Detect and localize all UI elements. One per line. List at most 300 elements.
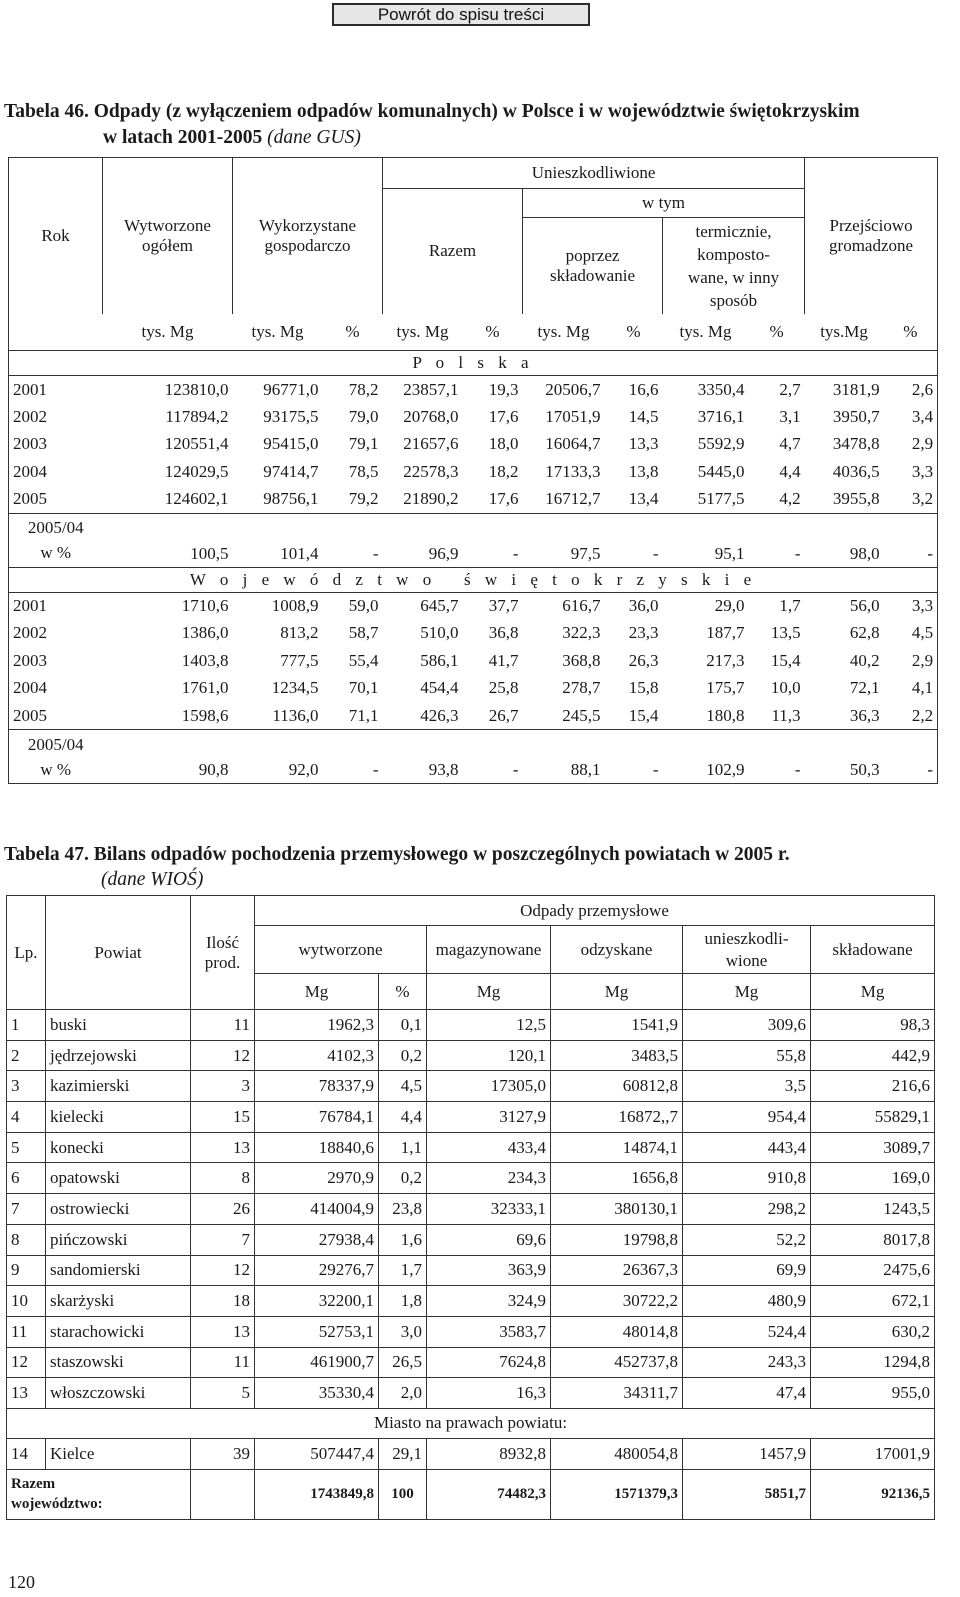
ratio-cell: - <box>749 513 805 567</box>
total-cell: 92136,5 <box>811 1469 935 1519</box>
cell: 79,0 <box>348 406 379 426</box>
row-year: 2001 <box>9 592 103 620</box>
page-number: 120 <box>8 1572 35 1592</box>
ratio-cell: - <box>749 730 805 784</box>
cell: 18,0 <box>488 434 519 454</box>
cell: 3955,8 <box>832 489 880 508</box>
cell: 298,2 <box>683 1194 811 1225</box>
cell: 58,7 <box>348 623 379 643</box>
unit: tys. Mg <box>141 321 194 341</box>
cell: 4,7 <box>779 434 801 454</box>
cell: 52753,1 <box>255 1316 379 1347</box>
cell: 26,5 <box>379 1347 427 1378</box>
table46 <box>8 157 938 784</box>
table47 <box>6 895 935 1520</box>
cell: 645,7 <box>420 596 459 615</box>
cell: 8 <box>191 1163 255 1194</box>
cell: 79,2 <box>348 489 379 508</box>
cell: 124029,5 <box>164 461 229 481</box>
cell: 52,2 <box>683 1224 811 1255</box>
cell: 3,3 <box>884 592 938 620</box>
ratio-cell: 92,0 <box>233 730 323 784</box>
ratio-label-line: w % <box>40 543 72 562</box>
row-year: 2003 <box>9 431 103 459</box>
ratio-label-line: 2005/04 <box>27 734 84 754</box>
table-row <box>7 1255 935 1286</box>
table46-body <box>9 351 938 784</box>
cell: 443,4 <box>683 1132 811 1163</box>
row-year: 2004 <box>9 458 103 486</box>
ratio-cell: - <box>463 730 523 784</box>
cell: 1541,9 <box>551 1010 683 1041</box>
powiat-name: Kielce <box>46 1438 191 1469</box>
cell: 4,5 <box>884 620 938 648</box>
cell: 12,5 <box>427 1010 551 1041</box>
cell: 69,6 <box>427 1224 551 1255</box>
table-row <box>9 620 938 648</box>
cell: 48014,8 <box>551 1316 683 1347</box>
cell: 124602,1 <box>164 489 229 508</box>
table-row <box>9 486 938 514</box>
cell: 630,2 <box>811 1316 935 1347</box>
cell: 0,2 <box>379 1040 427 1071</box>
table-row <box>9 702 938 730</box>
cell: 62,8 <box>849 623 880 643</box>
cell: 17051,9 <box>545 406 601 426</box>
cell: 243,3 <box>683 1347 811 1378</box>
cell: 524,4 <box>683 1316 811 1347</box>
cell: 5 <box>191 1378 255 1409</box>
table46-header <box>9 158 938 351</box>
cell: 2 <box>7 1040 46 1071</box>
cell: 14,5 <box>628 406 659 426</box>
table-row <box>9 403 938 431</box>
powiat-name: konecki <box>46 1132 191 1163</box>
table-row <box>7 1102 935 1133</box>
table-row <box>9 376 938 404</box>
cell: 1710,6 <box>181 596 229 615</box>
cell: 1,7 <box>379 1255 427 1286</box>
cell: 27938,4 <box>255 1224 379 1255</box>
powiat-name: kielecki <box>46 1102 191 1133</box>
ratio-cell: - <box>463 513 523 567</box>
cell: 98,3 <box>811 1010 935 1041</box>
row-year: 2003 <box>9 647 103 675</box>
cell: 120551,4 <box>164 434 229 454</box>
cell: 3,4 <box>884 403 938 431</box>
cell: 3583,7 <box>427 1316 551 1347</box>
header-termicznie: termicznie, komposto- wane, w inny sposób <box>663 218 805 314</box>
cell: 123810,0 <box>164 379 229 399</box>
cell: 4,2 <box>779 489 801 508</box>
cell: 96771,0 <box>263 379 319 399</box>
cell: 22578,3 <box>403 461 459 481</box>
ratio-cell: 101,4 <box>233 513 323 567</box>
total-row <box>7 1469 935 1519</box>
cell: 586,1 <box>420 650 459 670</box>
cell: 368,8 <box>562 650 601 670</box>
cell: 10 <box>7 1286 46 1317</box>
cell: 1,7 <box>779 596 801 615</box>
cell: 452737,8 <box>551 1347 683 1378</box>
unit: % <box>626 321 641 341</box>
unit: % <box>379 974 427 1010</box>
table47-header <box>7 896 935 1010</box>
cell: 245,5 <box>562 705 601 725</box>
row-year: 2002 <box>9 403 103 431</box>
cell: 21657,6 <box>403 434 459 454</box>
cell: 97414,7 <box>263 461 319 481</box>
table-row <box>9 592 938 620</box>
cell: 26,7 <box>488 705 519 725</box>
cell: 4,5 <box>379 1071 427 1102</box>
cell: 234,3 <box>427 1163 551 1194</box>
cell: 0,1 <box>379 1010 427 1041</box>
cell: 2,2 <box>884 702 938 730</box>
cell: 98756,1 <box>263 489 319 508</box>
cell: 324,9 <box>427 1286 551 1317</box>
unit: tys. Mg <box>679 321 732 341</box>
powiat-name: kazimierski <box>46 1071 191 1102</box>
ratio-cell: 98,0 <box>805 513 884 567</box>
section-label: P o l s k a <box>9 351 938 376</box>
table-row <box>7 1378 935 1409</box>
cell: 26 <box>191 1194 255 1225</box>
cell: 70,1 <box>348 678 379 698</box>
cell: 76784,1 <box>255 1102 379 1133</box>
ratio-cell: 102,9 <box>663 730 749 784</box>
cell: 5177,5 <box>697 489 745 508</box>
cell: 7 <box>7 1194 46 1225</box>
ratio-cell: 96,9 <box>383 513 463 567</box>
table-row <box>7 1132 935 1163</box>
cell: 19798,8 <box>551 1224 683 1255</box>
cell: 16064,7 <box>545 434 601 454</box>
cell: 12 <box>191 1255 255 1286</box>
cell <box>191 1469 255 1519</box>
cell: 71,1 <box>348 705 379 725</box>
powiat-name: skarżyski <box>46 1286 191 1317</box>
cell: 36,3 <box>849 705 880 725</box>
cell: 322,3 <box>562 623 601 643</box>
cell: 40,2 <box>849 650 880 670</box>
cell: 454,4 <box>420 678 459 698</box>
cell: 25,8 <box>488 678 519 698</box>
total-cell: 5851,7 <box>683 1469 811 1519</box>
table47-title <box>4 843 790 867</box>
cell: 442,9 <box>811 1040 935 1071</box>
cell: 15,4 <box>628 705 659 725</box>
cell: 1136,0 <box>272 705 319 725</box>
cell: 78337,9 <box>255 1071 379 1102</box>
cell: 217,3 <box>706 650 745 670</box>
cell: 35330,4 <box>255 1378 379 1409</box>
cell: 79,1 <box>348 434 379 454</box>
total-cell: 1743849,8 <box>255 1469 379 1519</box>
powiat-name: staszowski <box>46 1347 191 1378</box>
cell: 4,4 <box>779 461 801 481</box>
cell: 21890,2 <box>403 489 459 508</box>
table-row <box>7 1316 935 1347</box>
table-row <box>7 1040 935 1071</box>
cell: 93175,5 <box>263 406 319 426</box>
cell: 2,0 <box>379 1378 427 1409</box>
cell: 47,4 <box>683 1378 811 1409</box>
cell: 26,3 <box>628 650 659 670</box>
cell: 278,7 <box>562 678 601 698</box>
header-ilosc: Ilość prod. <box>191 896 255 1010</box>
cell: 18,2 <box>488 461 519 481</box>
powiat-name: opatowski <box>46 1163 191 1194</box>
header-rok: Rok <box>9 158 103 314</box>
cell: 461900,7 <box>255 1347 379 1378</box>
table-row <box>7 1010 935 1041</box>
powiat-name: pińczowski <box>46 1224 191 1255</box>
row-year: 2005 <box>9 486 103 514</box>
cell: 480054,8 <box>551 1438 683 1469</box>
cell: 1243,5 <box>811 1194 935 1225</box>
cell: 4036,5 <box>832 461 880 481</box>
cell: 32333,1 <box>427 1194 551 1225</box>
table-row <box>7 1071 935 1102</box>
ratio-cell: 95,1 <box>663 513 749 567</box>
cell: 2,9 <box>884 647 938 675</box>
cell: 3,2 <box>884 486 938 514</box>
header-w-tym: w tym <box>523 189 805 218</box>
powiat-name: starachowicki <box>46 1316 191 1347</box>
cell: 17,6 <box>488 406 519 426</box>
ratio-cell: - <box>605 730 663 784</box>
header-magazynowane: magazynowane <box>427 926 551 974</box>
cell: 2,6 <box>884 376 938 404</box>
section-row <box>9 351 938 376</box>
city-section-row <box>7 1408 935 1438</box>
ratio-row <box>9 513 938 567</box>
cell: 60812,8 <box>551 1071 683 1102</box>
cell: 15,8 <box>628 678 659 698</box>
ratio-label <box>9 730 103 784</box>
table-row <box>7 1438 935 1469</box>
cell: 34311,7 <box>551 1378 683 1409</box>
table-row <box>9 431 938 459</box>
unit: Mg <box>683 974 811 1010</box>
cell: 13 <box>191 1316 255 1347</box>
header-odzyskane: odzyskane <box>551 926 683 974</box>
cell: 4102,3 <box>255 1040 379 1071</box>
powiat-name: ostrowiecki <box>46 1194 191 1225</box>
cell: 8 <box>7 1224 46 1255</box>
ratio-cell: - <box>605 513 663 567</box>
unit: Mg <box>811 974 935 1010</box>
header-powiat: Powiat <box>46 896 191 1010</box>
header-razem: Razem <box>383 189 523 314</box>
units-row <box>9 314 938 351</box>
cell: 2970,9 <box>255 1163 379 1194</box>
cell: 433,4 <box>427 1132 551 1163</box>
table-row <box>9 458 938 486</box>
header-wytworzone: wytworzone <box>255 926 427 974</box>
cell: 55,8 <box>683 1040 811 1071</box>
cell: 59,0 <box>348 596 379 615</box>
cell: 1457,9 <box>683 1438 811 1469</box>
header-unieszkodliwione: Unieszkodliwione <box>383 158 805 189</box>
cell: 23,3 <box>628 623 659 643</box>
cell: 1234,5 <box>271 678 319 698</box>
ratio-cell: 97,5 <box>523 513 605 567</box>
row-year: 2004 <box>9 675 103 703</box>
cell: 8017,8 <box>811 1224 935 1255</box>
cell: 13 <box>191 1132 255 1163</box>
cell: 5 <box>7 1132 46 1163</box>
ratio-row <box>9 730 938 784</box>
cell: 954,4 <box>683 1102 811 1133</box>
table46-source: (dane GUS) <box>267 127 361 148</box>
cell: 10,0 <box>770 678 801 698</box>
table-row <box>7 1347 935 1378</box>
cell: 17,6 <box>488 489 519 508</box>
ratio-cell: 90,8 <box>103 730 233 784</box>
cell: 1656,8 <box>551 1163 683 1194</box>
cell: 8932,8 <box>427 1438 551 1469</box>
cell: 9 <box>7 1255 46 1286</box>
cell: 175,7 <box>706 678 745 698</box>
cell: 29,1 <box>379 1438 427 1469</box>
total-label-line: Razem <box>11 1476 56 1493</box>
powiat-name: włoszczowski <box>46 1378 191 1409</box>
cell: 13 <box>7 1378 46 1409</box>
table-row <box>9 675 938 703</box>
cell: 18 <box>191 1286 255 1317</box>
cell: 15 <box>191 1102 255 1133</box>
cell: 955,0 <box>811 1378 935 1409</box>
table46-title-line2 <box>103 126 361 150</box>
cell: 17305,0 <box>427 1071 551 1102</box>
cell: 78,2 <box>348 379 379 399</box>
cell: 3 <box>7 1071 46 1102</box>
total-cell: 74482,3 <box>427 1469 551 1519</box>
cell: 1,1 <box>379 1132 427 1163</box>
table-row <box>7 1224 935 1255</box>
cell: 1008,9 <box>271 596 319 615</box>
back-to-contents-button[interactable]: Powrót do spisu treści <box>332 3 590 26</box>
cell: 16712,7 <box>545 489 601 508</box>
cell: 3181,9 <box>832 379 880 399</box>
powiat-name: sandomierski <box>46 1255 191 1286</box>
table-row <box>7 1194 935 1225</box>
ratio-cell: 100,5 <box>103 513 233 567</box>
cell: 29,0 <box>714 596 745 615</box>
cell: 3,0 <box>379 1316 427 1347</box>
unit: % <box>884 314 938 351</box>
unit: % <box>485 321 500 341</box>
cell: 180,8 <box>706 705 745 725</box>
ratio-cell: 50,3 <box>805 730 884 784</box>
table46-title <box>4 100 860 124</box>
table47-source-line <box>101 868 203 892</box>
table47-title-text: Tabela 47. Bilans odpadów pochodzenia przemysłowego w poszczególnych powiatach w 2005 r. <box>4 844 790 865</box>
cell: 2,9 <box>884 431 938 459</box>
cell: 72,1 <box>849 678 880 698</box>
table-row <box>9 647 938 675</box>
cell: 7 <box>191 1224 255 1255</box>
cell: 1,8 <box>379 1286 427 1317</box>
cell: 23,8 <box>379 1194 427 1225</box>
cell: 3,3 <box>884 458 938 486</box>
cell: 55,4 <box>348 650 379 670</box>
cell: 3716,1 <box>697 406 745 426</box>
cell: 13,8 <box>628 461 659 481</box>
ratio-cell: 93,8 <box>383 730 463 784</box>
cell: 414004,9 <box>255 1194 379 1225</box>
cell: 17133,3 <box>545 461 601 481</box>
cell: 480,9 <box>683 1286 811 1317</box>
cell: 813,2 <box>280 623 319 643</box>
cell: 36,8 <box>488 623 519 643</box>
table46-title-line1: Tabela 46. Odpady (z wyłączeniem odpadów komunalnych) w Polsce i w województwie świętokrzyskim <box>4 101 860 122</box>
cell: 4,4 <box>379 1102 427 1133</box>
cell: 32200,1 <box>255 1286 379 1317</box>
cell: 2475,6 <box>811 1255 935 1286</box>
row-year: 2001 <box>9 376 103 404</box>
cell: 14 <box>7 1438 46 1469</box>
cell: 1761,0 <box>181 678 229 698</box>
cell: 69,9 <box>683 1255 811 1286</box>
unit: % <box>769 321 784 341</box>
cell: 11 <box>7 1316 46 1347</box>
cell: 3,1 <box>779 406 801 426</box>
total-label-line: województwo: <box>11 1496 103 1513</box>
cell: 12 <box>191 1040 255 1071</box>
cell: 78,5 <box>348 461 379 481</box>
cell: 380130,1 <box>551 1194 683 1225</box>
cell: 3089,7 <box>811 1132 935 1163</box>
unit: Mg <box>551 974 683 1010</box>
header-odpady: Odpady przemysłowe <box>255 896 935 926</box>
cell: 910,8 <box>683 1163 811 1194</box>
city-section-label: Miasto na prawach powiatu: <box>7 1408 935 1438</box>
powiat-name: buski <box>46 1010 191 1041</box>
ratio-label-line: 2005/04 <box>27 518 84 537</box>
cell: 11 <box>191 1010 255 1041</box>
table47-source: (dane WIOŚ) <box>101 869 204 890</box>
unit: tys. Mg <box>537 321 590 341</box>
cell: 5592,9 <box>697 434 745 454</box>
cell: 1598,6 <box>181 705 229 725</box>
table-row <box>7 1163 935 1194</box>
cell: 216,6 <box>811 1071 935 1102</box>
ratio-label-line: w % <box>40 759 72 779</box>
ratio-cell: - <box>884 513 938 567</box>
header-przejsciowo: Przejściowo gromadzone <box>805 158 938 314</box>
unit: % <box>345 321 360 341</box>
table47-body <box>7 1010 935 1520</box>
ratio-cell: - <box>323 730 383 784</box>
cell: 15,4 <box>770 650 801 670</box>
cell: 5445,0 <box>697 461 745 481</box>
cell: 23857,1 <box>403 379 459 399</box>
cell: 3483,5 <box>551 1040 683 1071</box>
section-label: W o j e w ó d z t w o ś w i ę t o k r z y s k i e <box>9 567 938 592</box>
header-lp: Lp. <box>7 896 46 1010</box>
cell: 672,1 <box>811 1286 935 1317</box>
cell: 510,0 <box>420 623 459 643</box>
cell: 3950,7 <box>832 406 880 426</box>
cell: 3 <box>191 1071 255 1102</box>
cell: 4,1 <box>884 675 938 703</box>
cell: 11,3 <box>771 705 801 725</box>
cell: 616,7 <box>562 596 601 615</box>
cell: 55829,1 <box>811 1102 935 1133</box>
